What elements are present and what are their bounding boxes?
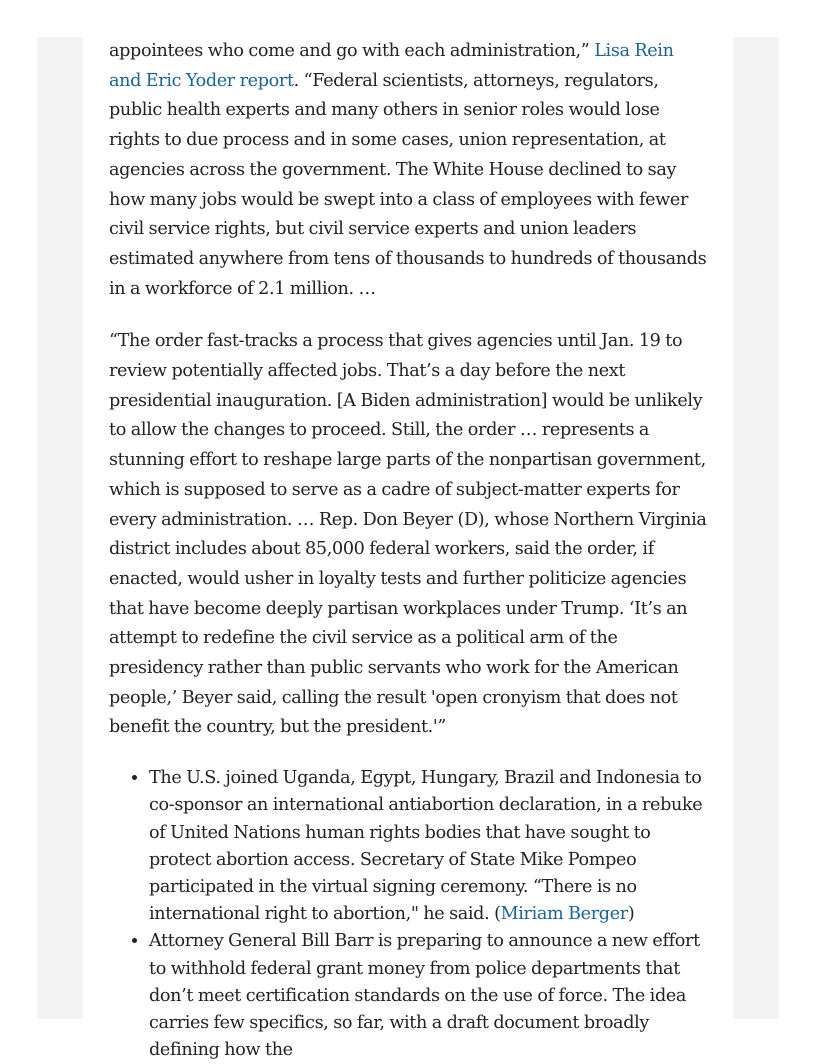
miriam-berger-link[interactable]: Miriam Berger	[500, 904, 628, 925]
left-gutter	[37, 37, 83, 1019]
bullet-list	[109, 765, 709, 1064]
bullet-1-text-start: The U.S. joined Uganda, Egypt, Hungary, Brazil and Indonesia to co-sponsor an international antiabortion declaration, in a rebuke of United Nations human rights bodies that have sought to protect abortion access. Secretary of State Mike Pompeo participated in the virtual signing ceremony. “There is no international right to abortion," he said. (	[149, 768, 703, 925]
paragraph-1	[109, 37, 709, 304]
reporters-link[interactable]: Lisa Rein and Eric Yoder report	[109, 41, 674, 91]
right-gutter	[733, 37, 779, 1019]
list-item	[149, 765, 709, 928]
paragraph-1-text-start: appointees who come and go with each administration,”	[109, 41, 595, 61]
list-item	[149, 928, 709, 1064]
paragraph-2-text: “The order fast-tracks a process that gives agencies until Jan. 19 to review potentially affected jobs. That’s a day before the next presidential inauguration. [A Biden administration] would be unlikely to allow the changes to proceed. Still, the order … represents a stunning effort to reshape large parts of the nonpartisan government, which is supposed to serve as a cadre of subject-matter experts for every administration. … Rep. Don Beyer (D), whose Northern Virginia district includes about 85,000 federal workers, said the order, if enacted, would usher in loyalty tests and further politicize agencies that have become deeply partisan workplaces under Trump. ‘It’s an attempt to redefine the civil service as a political arm of the presidency rather than public servants who work for the American people,’ Beyer said, calling the result 'open cronyism that does not benefit the country, but the president.'”	[109, 331, 707, 738]
bullet-1-text-end: )	[627, 904, 635, 925]
paragraph-1-text-end: . “Federal scientists, attorneys, regulators, public health experts and many others in senior roles would lose rights to due process and in some cases, union representation, at agencies across the government. The White House declined to say how many jobs would be swept into a class of employees with fewer civil service rights, but civil service experts and union leaders estimated anywhere from tens of thousands to hundreds of thousands in a workforce of 2.1 million. …	[109, 70, 707, 299]
article-body	[109, 37, 709, 1064]
bullet-2-text: Attorney General Bill Barr is preparing to announce a new effort to withhold federal grant money from police departments that don’t meet certification standards on the use of force. The idea carries few specifics, so far, with a draft document broadly defining how the	[149, 931, 700, 1061]
paragraph-2	[109, 327, 709, 743]
